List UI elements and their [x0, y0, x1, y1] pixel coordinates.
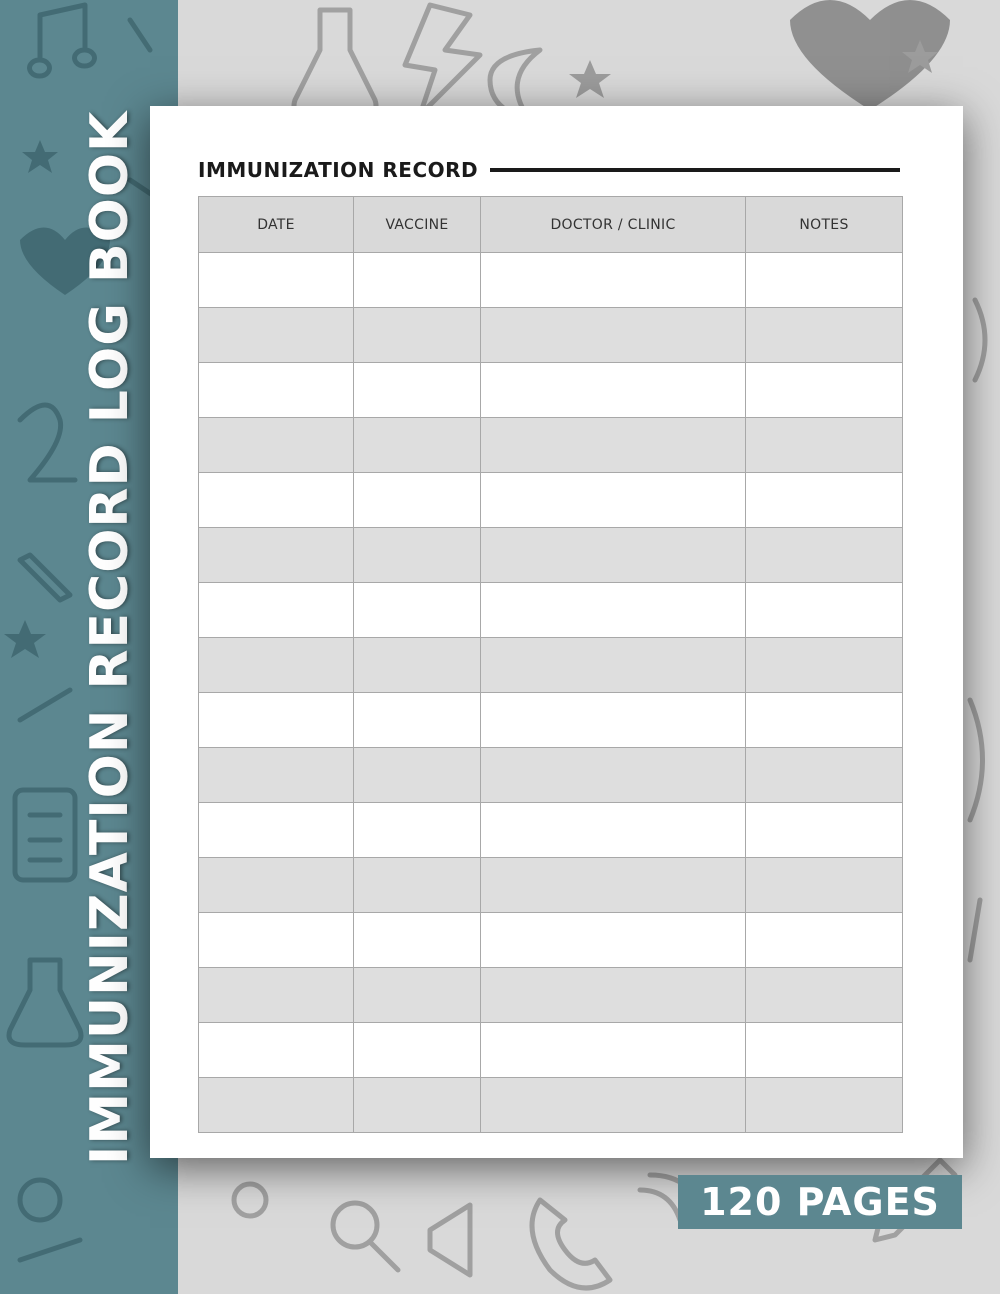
flask-icon	[294, 10, 376, 115]
cell-vaccine	[354, 363, 481, 418]
cell-vaccine	[354, 803, 481, 858]
gear-icon	[234, 1184, 266, 1216]
table-row	[199, 418, 903, 473]
phone-icon	[532, 1200, 610, 1288]
cell-date	[199, 308, 354, 363]
calculator-icon	[15, 790, 75, 880]
record-title: IMMUNIZATION RECORD	[198, 158, 479, 182]
music-note-icon	[30, 5, 95, 76]
spine-title: IMMUNIZATION RECORD LOG BOOK	[80, 110, 140, 1165]
cell-date	[199, 1023, 354, 1078]
cell-date	[199, 968, 354, 1023]
cell-vaccine	[354, 638, 481, 693]
table-row	[199, 308, 903, 363]
star-icon	[22, 140, 58, 173]
cell-vaccine	[354, 913, 481, 968]
cell-doctor-clinic	[481, 418, 746, 473]
column-header-doctor-clinic: DOCTOR / CLINIC	[481, 197, 746, 253]
cell-vaccine	[354, 693, 481, 748]
table-row	[199, 748, 903, 803]
cell-doctor-clinic	[481, 693, 746, 748]
pencil-icon	[20, 555, 70, 600]
cell-doctor-clinic	[481, 1078, 746, 1133]
cell-doctor-clinic	[481, 308, 746, 363]
cell-date	[199, 418, 354, 473]
cell-doctor-clinic	[481, 473, 746, 528]
cell-doctor-clinic	[481, 803, 746, 858]
cell-vaccine	[354, 418, 481, 473]
cell-notes	[746, 583, 903, 638]
cell-vaccine	[354, 968, 481, 1023]
flask-icon	[9, 960, 81, 1045]
gear-icon	[20, 1180, 60, 1220]
cell-doctor-clinic	[481, 638, 746, 693]
cell-date	[199, 858, 354, 913]
column-header-notes: NOTES	[746, 197, 903, 253]
table-row	[199, 913, 903, 968]
table-row	[199, 693, 903, 748]
cell-notes	[746, 638, 903, 693]
cell-date	[199, 473, 354, 528]
cell-notes	[746, 913, 903, 968]
cell-doctor-clinic	[481, 968, 746, 1023]
cell-date	[199, 913, 354, 968]
cell-date	[199, 528, 354, 583]
table-body	[199, 253, 903, 1133]
cell-doctor-clinic	[481, 913, 746, 968]
cell-notes	[746, 858, 903, 913]
cell-date	[199, 583, 354, 638]
cell-notes	[746, 803, 903, 858]
pages-badge: 120 PAGES	[678, 1175, 962, 1229]
cell-notes	[746, 748, 903, 803]
megaphone-icon	[430, 1205, 470, 1275]
cell-notes	[746, 528, 903, 583]
cell-vaccine	[354, 308, 481, 363]
table-row	[199, 858, 903, 913]
cell-vaccine	[354, 253, 481, 308]
cell-notes	[746, 1023, 903, 1078]
column-header-date: DATE	[199, 197, 354, 253]
star-icon	[569, 60, 611, 98]
cell-doctor-clinic	[481, 253, 746, 308]
cell-date	[199, 803, 354, 858]
heading-rule	[490, 168, 900, 172]
cell-notes	[746, 308, 903, 363]
cell-vaccine	[354, 1023, 481, 1078]
cell-doctor-clinic	[481, 858, 746, 913]
cell-date	[199, 748, 354, 803]
cell-date	[199, 693, 354, 748]
cell-doctor-clinic	[481, 1023, 746, 1078]
lightning-icon	[405, 5, 480, 115]
table-row	[199, 803, 903, 858]
immunization-table	[198, 196, 903, 1133]
cell-vaccine	[354, 528, 481, 583]
table-row	[199, 363, 903, 418]
cell-notes	[746, 968, 903, 1023]
cell-doctor-clinic	[481, 583, 746, 638]
star-icon	[4, 620, 46, 658]
table-row	[199, 528, 903, 583]
table-row	[199, 638, 903, 693]
table-header-row	[199, 197, 903, 253]
cell-doctor-clinic	[481, 363, 746, 418]
cell-vaccine	[354, 858, 481, 913]
cell-date	[199, 1078, 354, 1133]
cell-notes	[746, 1078, 903, 1133]
cell-doctor-clinic	[481, 748, 746, 803]
table-row	[199, 253, 903, 308]
table-row	[199, 473, 903, 528]
table-row	[199, 1078, 903, 1133]
table-row	[199, 1023, 903, 1078]
cell-notes	[746, 693, 903, 748]
cell-vaccine	[354, 748, 481, 803]
cell-notes	[746, 473, 903, 528]
cell-vaccine	[354, 1078, 481, 1133]
cell-date	[199, 253, 354, 308]
cell-notes	[746, 363, 903, 418]
cell-vaccine	[354, 473, 481, 528]
column-header-vaccine: VACCINE	[354, 197, 481, 253]
cell-notes	[746, 253, 903, 308]
cell-notes	[746, 418, 903, 473]
record-page	[150, 106, 963, 1158]
cell-date	[199, 638, 354, 693]
table-row	[199, 968, 903, 1023]
record-heading	[198, 158, 900, 182]
cell-doctor-clinic	[481, 528, 746, 583]
table-row	[199, 583, 903, 638]
cell-date	[199, 363, 354, 418]
cell-vaccine	[354, 583, 481, 638]
